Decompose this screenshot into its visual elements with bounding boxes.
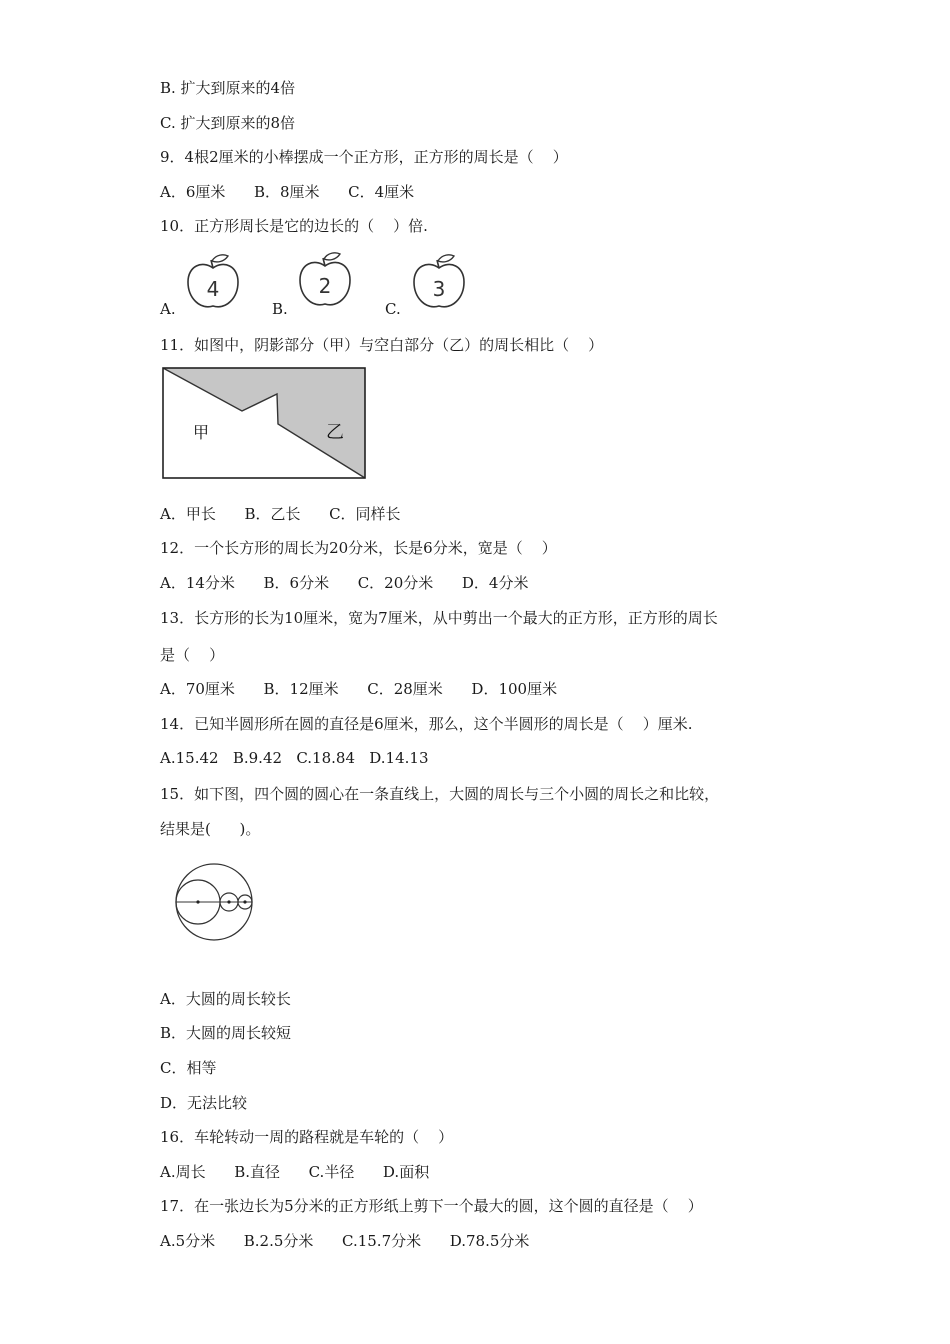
q12-options: A．14分米 B．6分米 C．20分米 D．4分米 bbox=[160, 574, 529, 592]
q10-question: 10．正方形周长是它的边长的（ ）倍. bbox=[160, 217, 428, 235]
q15-option-b: B．大圆的周长较短 bbox=[160, 1024, 292, 1042]
apple-icon bbox=[296, 250, 354, 312]
yi-label: 乙 bbox=[326, 422, 344, 443]
q13-question-line1: 13．长方形的长为10厘米，宽为7厘米，从中剪出一个最大的正方形，正方形的周长 bbox=[160, 609, 718, 627]
q11-options: A．甲长 B．乙长 C．同样长 bbox=[160, 505, 401, 523]
apple-icon bbox=[410, 252, 468, 314]
q10-option-b-number: 2 bbox=[318, 274, 332, 298]
q16-options: A.周长 B.直径 C.半径 D.面积 bbox=[160, 1163, 430, 1181]
q15-question-line2: 结果是( )。 bbox=[160, 820, 261, 838]
q15-question-line1: 15．如下图，四个圆的圆心在一条直线上，大圆的周长与三个小圆的周长之和比较， bbox=[160, 785, 720, 803]
jia-label: 甲 bbox=[192, 423, 210, 442]
q16-question: 16．车轮转动一周的路程就是车轮的（ ） bbox=[160, 1128, 454, 1146]
q10-option-c-number: 3 bbox=[432, 277, 446, 301]
q15-circles-figure bbox=[172, 860, 256, 944]
q14-question: 14．已知半圆形所在圆的直径是6厘米，那么，这个半圆形的周长是（ ）厘米. bbox=[160, 715, 693, 733]
q14-options: A.15.42 B.9.42 C.18.84 D.14.13 bbox=[160, 749, 429, 767]
q15-option-d: D．无法比较 bbox=[160, 1094, 248, 1112]
q12-question: 12．一个长方形的周长为20分米，长是6分米，宽是（ ） bbox=[160, 539, 557, 557]
q10-option-a-label: A. bbox=[160, 300, 176, 318]
q9-options: A．6厘米 B．8厘米 C．4厘米 bbox=[160, 183, 415, 201]
q11-figure bbox=[161, 366, 367, 480]
q15-option-c: C．相等 bbox=[160, 1059, 217, 1077]
q10-option-c-label: C. bbox=[385, 300, 401, 318]
q10-option-a-number: 4 bbox=[206, 277, 220, 301]
q10-option-b-label: B. bbox=[272, 300, 288, 318]
apple-icon bbox=[184, 252, 242, 314]
q8-option-c: C. 扩大到原来的8倍 bbox=[160, 114, 296, 132]
q17-question: 17．在一张边长为5分米的正方形纸上剪下一个最大的圆，这个圆的直径是（ ） bbox=[160, 1197, 703, 1215]
q13-question-line2: 是（ ） bbox=[160, 646, 225, 664]
q15-option-a: A．大圆的周长较长 bbox=[160, 990, 291, 1008]
q11-question: 11．如图中，阴影部分（甲）与空白部分（乙）的周长相比（ ） bbox=[160, 336, 604, 354]
q8-option-b: B. 扩大到原来的4倍 bbox=[160, 79, 296, 97]
q13-options: A．70厘米 B．12厘米 C．28厘米 D．100厘米 bbox=[160, 680, 558, 698]
q9-question: 9．4根2厘米的小棒摆成一个正方形，正方形的周长是（ ） bbox=[160, 148, 568, 166]
q17-options: A.5分米 B.2.5分米 C.15.7分米 D.78.5分米 bbox=[160, 1232, 530, 1250]
